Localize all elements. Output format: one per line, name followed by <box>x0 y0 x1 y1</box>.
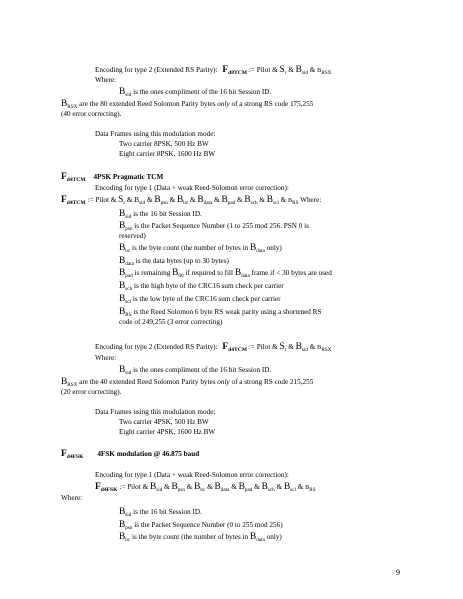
def-text: frame if < 30 bytes are used <box>251 269 332 277</box>
amp-op: & <box>288 343 294 351</box>
amp-op: & <box>259 196 265 204</box>
def-text: is the Packet Sequence Number (0 to 255 mod 256) <box>134 521 283 529</box>
brsx-80-text: are the 80 extended Reed Solomon Parity bytes only of a strong RS code 175,255 <box>79 100 314 108</box>
amp-op: & <box>288 66 294 74</box>
assign-op: := <box>119 483 126 491</box>
def-text: is the 16 bit Session ID. <box>133 508 202 516</box>
symbol-f: F <box>61 195 67 205</box>
def-text: if required to fill <box>185 269 234 277</box>
def-bsch <box>119 282 284 292</box>
subscript-bc: bc <box>125 247 131 254</box>
amp-op: & <box>189 196 196 204</box>
def-text: is the 16 bit Session ID. <box>133 210 202 218</box>
subscript-sid: sid <box>125 369 132 376</box>
subscript-data: data <box>241 272 250 279</box>
data-frames-label-2: Data Frames using this modulation mode: <box>95 408 216 416</box>
symbol-s: S <box>279 65 285 75</box>
subscript-sch: sch <box>125 285 133 292</box>
subscript-d8tcm: d8TCM <box>228 69 248 76</box>
amp-op: & <box>146 196 153 204</box>
eight-4psk: Eight carrier 4PSK, 1600 Hz BW <box>119 428 216 436</box>
amp-op: & <box>237 196 243 204</box>
symbol-b: B <box>154 195 161 205</box>
symbol-b: B <box>283 482 291 492</box>
def-text: only) <box>266 533 282 541</box>
two-8psk: Two carrier 8PSK, 500 Hz BW <box>119 140 209 148</box>
symbol-b: B <box>119 294 126 304</box>
subscript-rsx: RSX <box>67 103 78 110</box>
def-text: is the byte count (the number of bytes in <box>131 244 249 252</box>
amp-op: & <box>276 483 283 491</box>
t2-8psk-encoding-line <box>95 66 331 76</box>
amp-op: & <box>164 483 170 491</box>
symbol-b: B <box>317 344 322 351</box>
subscript-data: data <box>203 199 213 206</box>
symbol-s: S <box>118 195 124 205</box>
symbol-b: B <box>61 99 68 109</box>
symbol-b: B <box>261 482 268 492</box>
eight-8psk: Eight carrier 8PSK, 1600 Hz BW <box>119 150 216 158</box>
brsx-80-line <box>61 100 313 110</box>
symbol-b: B <box>244 195 251 205</box>
amp-op: & <box>207 483 213 491</box>
amp-op: & <box>272 343 278 351</box>
subscript-rsx: RSX <box>321 69 332 76</box>
def-bdata <box>119 257 229 267</box>
symbol-b: B <box>177 195 184 205</box>
subscript-rs: RS <box>292 199 299 206</box>
symbol-b: B <box>61 377 68 387</box>
def-bbc <box>119 244 282 254</box>
subscript-scl: scl <box>125 298 132 305</box>
brsx-40-text: are the 40 extended Reed Solomon Parity bytes only of a strong RS code 215,255 <box>79 378 314 386</box>
def-bscl <box>119 295 281 305</box>
symbol-b: B <box>119 243 126 253</box>
subscript-sid: sid <box>125 91 132 98</box>
d4tcm-heading-text: 4PSK Pragmatic TCM <box>93 173 164 181</box>
symbol-b: B <box>317 67 322 74</box>
d4fsk-heading-text: 4FSK modulation @ 46.875 baud <box>97 450 200 458</box>
subscript-sch: sch <box>250 199 258 206</box>
subscript-psn: psn <box>177 486 185 493</box>
d4fsk-heading <box>61 450 199 460</box>
fsk-def-bpsn <box>119 521 283 531</box>
subscript-scl: scl <box>290 486 296 493</box>
symbol-b: B <box>134 196 140 204</box>
def-bsid <box>119 210 202 220</box>
def-text: is remaining <box>134 269 171 277</box>
encoding-label: Encoding for type 2 (Extended RS Parity): <box>95 66 218 74</box>
def-text: is the Packet Sequence Number (1 to 255 mod 256. PSN 0 is <box>134 222 309 230</box>
def-bpad <box>119 269 332 279</box>
subscript-d4tcm: d4TCM <box>66 199 86 206</box>
subscript-pad: pad <box>244 486 253 493</box>
where-label: Where: <box>95 76 117 84</box>
amp-op: & <box>214 196 220 204</box>
def-bpsn <box>119 222 309 232</box>
amp-op: & <box>309 66 316 74</box>
amp-op: & <box>231 483 237 491</box>
symbol-f: F <box>61 172 67 182</box>
d4tcm-heading <box>61 173 163 183</box>
subscript-sid: sid <box>301 346 308 353</box>
subscript-psn: psn <box>125 524 133 531</box>
symbol-b: B <box>305 484 310 491</box>
amp-op: & <box>272 66 278 74</box>
t2-4psk-encoding-line <box>95 343 331 353</box>
subscript-bc: bc <box>200 486 206 493</box>
where-label-3: Where: <box>61 494 83 502</box>
subscript-rs: RS <box>309 486 316 493</box>
amp-op: & <box>309 343 316 351</box>
symbol-b: B <box>288 197 293 204</box>
subscript-pad: pad <box>227 199 236 206</box>
subscript-d4tcm: d4TCM <box>66 176 86 183</box>
assign-op: := <box>248 343 255 351</box>
symbol-b: B <box>119 307 126 317</box>
subscript-00: 00 <box>178 272 184 279</box>
assign-op: := <box>87 196 94 204</box>
subscript-sid: sid <box>125 213 132 220</box>
subscript-pad: pad <box>125 272 133 279</box>
bsid-compliment-text: is the ones compliment of the 16 bit Session ID. <box>133 88 272 96</box>
subscript-data: data <box>256 536 265 543</box>
where-label-2: Where: <box>95 354 117 362</box>
symbol-b: B <box>119 256 126 266</box>
symbol-b: B <box>214 482 221 492</box>
bsid-compliment-line-2 <box>119 366 271 376</box>
subscript-rsx: RSX <box>321 346 332 353</box>
subscript-sid: sid <box>301 69 308 76</box>
symbol-b: B <box>119 209 126 219</box>
symbol-b: B <box>238 482 245 492</box>
symbol-b: B <box>295 65 302 75</box>
subscript-bc: bc <box>125 536 131 543</box>
amp-op: & <box>142 483 149 491</box>
subscript-sid: sid <box>125 511 132 518</box>
def-text: is the low byte of the CRC16 sum check per carrier <box>132 295 281 303</box>
symbol-b: B <box>249 243 257 253</box>
subscript-rs: RS <box>125 311 132 318</box>
subscript-d4fsk: d4FSK <box>66 453 84 460</box>
symbol-b: B <box>119 281 126 291</box>
pilot-term: Pilot <box>95 196 109 204</box>
subscript-d4fsk: d4FSK <box>100 486 118 493</box>
symbol-b: B <box>119 532 126 542</box>
fsk-def-bbc <box>119 533 282 543</box>
t1-encoding-fsk-label: Encoding for type 1 (Data + weak Reed-Solomon error correction): <box>95 471 289 479</box>
def-text: is the high byte of the CRC16 sum check per carrier <box>133 282 284 290</box>
symbol-b: B <box>194 482 201 492</box>
bsid-compliment-line <box>119 88 271 98</box>
subscript-psn: psn <box>125 225 133 232</box>
subscript-d4tcm: d4TCM <box>228 346 248 353</box>
symbol-b: B <box>172 268 179 278</box>
subscript-data: data <box>256 247 265 254</box>
subscript-sid: sid <box>156 486 163 493</box>
def-text: is the byte count (the number of bytes in <box>131 533 249 541</box>
where-label: Where: <box>300 196 322 204</box>
symbol-b: B <box>119 268 126 278</box>
subscript-r: r <box>284 69 287 76</box>
def-bpsn-cont: reserved) <box>119 232 146 240</box>
two-4psk: Two carrier 4PSK, 500 Hz BW <box>119 418 209 426</box>
data-frames-label: Data Frames using this modulation mode: <box>95 130 216 138</box>
symbol-b: B <box>249 532 257 542</box>
symbol-b: B <box>197 195 204 205</box>
subscript-scl: scl <box>273 199 279 206</box>
symbol-f: F <box>222 65 229 75</box>
subscript-psn: psn <box>160 199 168 206</box>
symbol-f: F <box>222 342 229 352</box>
subscript-sid: sid <box>139 199 146 206</box>
pilot-term: Pilot <box>256 343 271 351</box>
symbol-f: F <box>95 482 101 492</box>
page-number: 9 <box>396 568 400 577</box>
encoding-label: Encoding for type 2 (Extended RS Parity): <box>95 343 218 351</box>
amp-op: & <box>126 196 133 204</box>
symbol-b: B <box>119 221 126 231</box>
symbol-f: F <box>61 449 67 459</box>
symbol-b: B <box>119 507 126 517</box>
amp-op: & <box>297 483 304 491</box>
brsx-40-line <box>61 378 313 388</box>
amp-op: & <box>110 196 117 204</box>
def-brs <box>119 308 321 318</box>
bsid-compliment-text: is the ones compliment of the 16 bit Session ID. <box>133 366 272 374</box>
symbol-b: B <box>149 482 157 492</box>
pilot-term: Pilot <box>127 483 141 491</box>
symbol-b: B <box>266 195 274 205</box>
subscript-bc: bc <box>183 199 189 206</box>
amp-op: & <box>280 196 287 204</box>
subscript-r: r <box>123 199 126 206</box>
subscript-data: data <box>125 260 134 267</box>
pilot-term: Pilot <box>256 66 271 74</box>
symbol-b: B <box>295 342 302 352</box>
subscript-r: r <box>284 346 287 353</box>
d4fsk-formula <box>95 483 316 493</box>
def-text: is the data bytes (up to 30 bytes) <box>135 257 229 265</box>
symbol-b: B <box>171 482 178 492</box>
brsx-40-cont: (20 error correcting). <box>61 388 122 396</box>
subscript-data: data <box>220 486 230 493</box>
def-brs-cont: code of 249,255 (3 error correcting) <box>119 318 223 326</box>
fsk-def-bsid <box>119 508 202 518</box>
amp-op: & <box>169 196 176 204</box>
amp-op: & <box>254 483 260 491</box>
def-text: only) <box>266 244 282 252</box>
d4tcm-formula <box>61 196 321 206</box>
symbol-b: B <box>119 87 126 97</box>
symbol-s: S <box>279 342 285 352</box>
def-text: is the Reed Solomon 6 byte RS weak parity using a shortened RS <box>133 308 322 316</box>
assign-op: := <box>248 66 255 74</box>
t1-encoding-label: Encoding for type 1 (Data + weak Reed-Solomon error correction): <box>95 184 289 192</box>
symbol-b: B <box>119 365 126 375</box>
symbol-b: B <box>234 268 242 278</box>
subscript-rsx: RSX <box>67 381 78 388</box>
amp-op: & <box>186 483 193 491</box>
subscript-sch: sch <box>267 486 275 493</box>
brsx-80-cont: (40 error correcting). <box>61 110 122 118</box>
symbol-b: B <box>221 195 228 205</box>
symbol-b: B <box>119 520 126 530</box>
